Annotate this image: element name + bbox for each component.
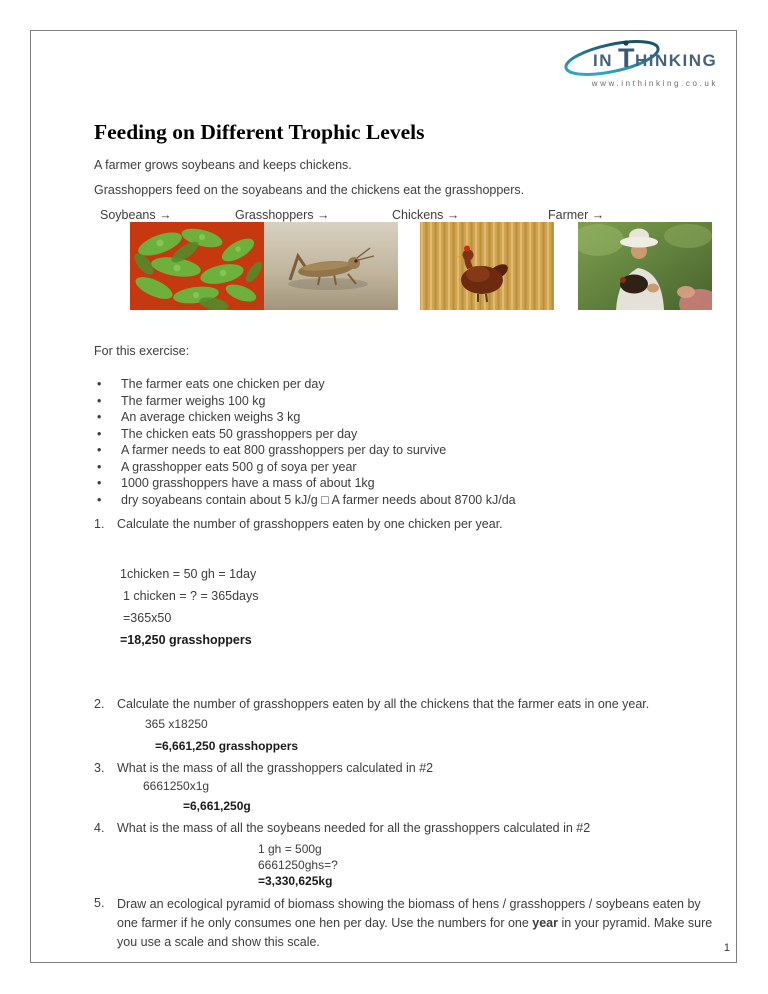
bullet-icon: • (97, 426, 102, 441)
question-number: 5. (94, 896, 105, 910)
fact-text: A farmer needs to eat 800 grasshoppers per day to survive (121, 443, 447, 457)
working-line: =365x50 (123, 611, 172, 625)
intro-line-1: A farmer grows soybeans and keeps chickens. (94, 158, 352, 172)
fact-item (94, 492, 735, 509)
soybeans-photo (130, 222, 264, 310)
bullet-icon: • (97, 459, 102, 474)
fact-text: The farmer eats one chicken per day (121, 377, 325, 391)
fact-item (94, 475, 735, 492)
question-number: 2. (94, 697, 105, 711)
working-line: 1 chicken = ? = 365days (123, 589, 259, 603)
chain-label-farmer: Farmer → (548, 208, 605, 222)
question-4-working (258, 841, 735, 889)
question-3 (94, 760, 735, 776)
fact-item (94, 459, 735, 476)
question-number: 1. (94, 517, 105, 531)
answer-text: =6,661,250 grasshoppers (155, 739, 299, 753)
question-text: What is the mass of all the grasshoppers calculated in #2 (117, 761, 434, 775)
fact-item (94, 393, 735, 410)
bullet-icon: • (97, 443, 102, 457)
logo-text-t: T (618, 43, 635, 73)
fact-text: The chicken eats 50 grasshoppers per day (121, 426, 358, 441)
grasshopper-photo (264, 222, 398, 310)
fact-item (94, 409, 735, 426)
fact-item (94, 426, 735, 443)
question-text (117, 895, 715, 952)
fact-text: The farmer weighs 100 kg (121, 393, 266, 408)
exercise-heading: For this exercise: (94, 344, 190, 358)
farmer-photo (578, 222, 712, 310)
fact-item (94, 376, 735, 393)
question-4 (94, 820, 735, 836)
question-1-working (120, 563, 735, 651)
chain-label-grasshoppers: Grasshoppers → (235, 208, 330, 222)
fact-text: A grasshopper eats 500 g of soya per year (121, 459, 357, 474)
question-5 (94, 895, 735, 952)
page-number: 1 (723, 942, 730, 954)
bullet-icon: • (97, 492, 102, 507)
answer-text: =18,250 grasshoppers (120, 633, 252, 647)
working-line: 1chicken = 50 gh = 1day (120, 567, 257, 581)
logo-text-in: IN (593, 51, 613, 70)
chain-label-soybeans: Soybeans → (100, 208, 172, 222)
chicken-photo (420, 222, 554, 310)
inthinking-logo (550, 36, 718, 88)
working-line: 1 gh = 500g (258, 842, 322, 856)
chain-label-chickens: Chickens → (392, 208, 460, 222)
bullet-icon: • (97, 393, 102, 408)
question-text-part: Draw an ecological pyramid of biomass showing the biomass of hens / grasshoppers / soybeans eaten by one farmer if he only consumes one hen per day. Use the numbers for one (117, 897, 701, 930)
answer-text: =3,330,625kg (258, 874, 333, 888)
bullet-icon: • (97, 410, 102, 424)
question-2 (94, 696, 735, 712)
question-1 (94, 516, 735, 532)
food-chain-labels (100, 207, 735, 223)
food-chain-images (130, 222, 735, 310)
fact-text: dry soyabeans contain about 5 kJ/g □ A farmer needs about 8700 kJ/da (121, 492, 516, 507)
bullet-icon: • (97, 377, 102, 391)
inthinking-logo-mark (560, 36, 718, 78)
logo-url: www.inthinking.co.uk (591, 79, 718, 88)
fact-text: An average chicken weighs 3 kg (121, 410, 301, 424)
question-number: 3. (94, 761, 105, 775)
question-text: Calculate the number of grasshoppers eaten by all the chickens that the farmer eats in one year. (117, 697, 650, 711)
fact-text: 1000 grasshoppers have a mass of about 1kg (121, 476, 375, 490)
answer-text: =6,661,250g (183, 799, 251, 813)
document-content (94, 120, 735, 952)
question-text: Calculate the number of grasshoppers eaten by one chicken per year. (117, 517, 503, 531)
working-line: 6661250x1g (143, 779, 210, 793)
intro-line-2: Grasshoppers feed on the soyabeans and the chickens eat the grasshoppers. (94, 183, 525, 197)
bullet-icon: • (97, 476, 102, 490)
working-line: 6661250ghs=? (258, 858, 338, 872)
page-title: Feeding on Different Trophic Levels (94, 120, 425, 144)
question-text-part: in your pyramid. Make sure you use a scale and show this scale. (117, 916, 713, 949)
question-text-bold: year (532, 916, 559, 930)
facts-list (94, 376, 735, 508)
question-number: 4. (94, 821, 105, 835)
question-text: What is the mass of all the soybeans needed for all the grasshoppers calculated in #2 (117, 821, 591, 835)
fact-item (94, 442, 735, 459)
working-line: 365 x18250 (145, 717, 208, 731)
logo-text-rest: HINKING (635, 51, 718, 70)
